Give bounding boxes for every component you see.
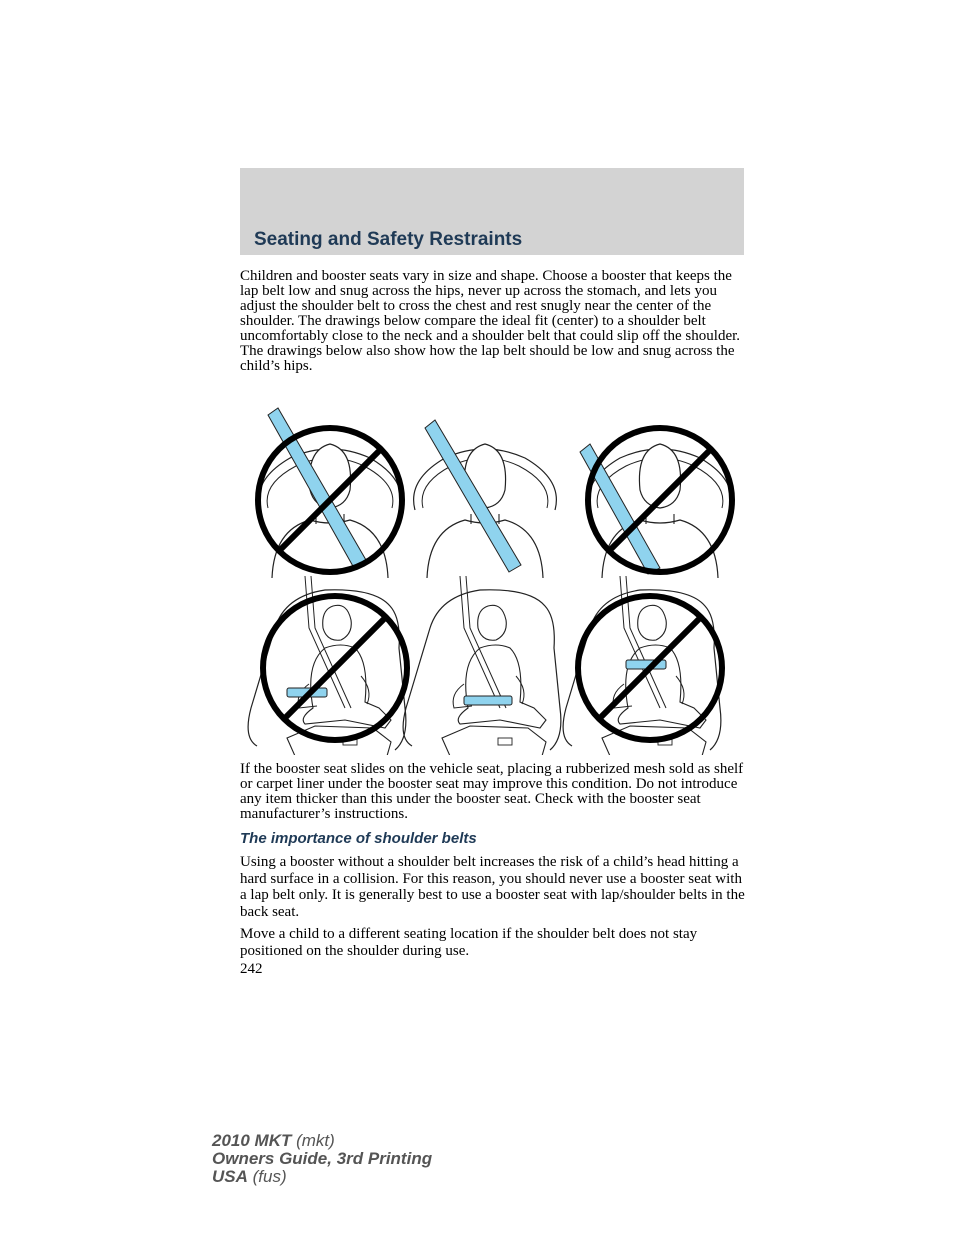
booster-seat-belt-fit-illustration bbox=[240, 405, 745, 755]
intro-paragraph: Children and booster seats vary in size and shape. Choose a booster that keeps the lap belt low and snug across the hips, never up across the stomach, and lets you adjust the shoulder belt to cross the chest and rest snugly near the center of the shoulder. The drawings below compare the ideal fit (center) to a shoulder belt uncomfortably close to the neck and a shoulder belt that could slip off the shoulder. The drawings below also show how the lap belt should be low and snug across the child’s hips. bbox=[240, 268, 741, 374]
shoulder-risk-paragraph: Using a booster without a shoulder belt increases the risk of a child’s head hitting a hard surface in a collision. For this reason, you should never use a booster seat with a lap belt only. It is generally best to use a booster seat with lap/shoulder belts in the back seat. bbox=[240, 854, 745, 920]
footer-region: USA bbox=[212, 1167, 248, 1186]
panel-belt-near-neck bbox=[258, 408, 402, 578]
section-header-band bbox=[240, 168, 744, 255]
footer-line-region bbox=[212, 1168, 432, 1186]
lap-belt-correct bbox=[464, 696, 512, 705]
subheading-shoulder-belts: The importance of shoulder belts bbox=[240, 830, 477, 847]
document-footer bbox=[212, 1132, 432, 1186]
panel-lap-belt-correct bbox=[403, 576, 561, 755]
footer-line-model bbox=[212, 1132, 432, 1150]
footer-guide: Owners Guide, 3rd Printing bbox=[212, 1149, 433, 1168]
footer-model: 2010 MKT bbox=[212, 1131, 292, 1150]
panel-belt-off-shoulder bbox=[580, 428, 732, 578]
panel-lap-belt-high-right bbox=[563, 576, 722, 755]
panel-belt-correct bbox=[414, 420, 557, 578]
panel-lap-belt-high-left bbox=[248, 576, 407, 755]
move-child-paragraph: Move a child to a different seating location if the shoulder belt does not stay positioned on the shoulder during use. bbox=[240, 926, 698, 959]
slide-paragraph: If the booster seat slides on the vehicle seat, placing a rubberized mesh sold as shelf or carpet liner under the booster seat may improve this condition. Do not introduce any item thicker than this under the booster seat. Check with the booster seat manufacturer’s instructions. bbox=[240, 761, 744, 822]
section-title: Seating and Safety Restraints bbox=[254, 229, 523, 250]
page-number: 242 bbox=[240, 961, 263, 977]
footer-model-code: (mkt) bbox=[296, 1131, 335, 1150]
footer-region-code: (fus) bbox=[252, 1167, 287, 1186]
